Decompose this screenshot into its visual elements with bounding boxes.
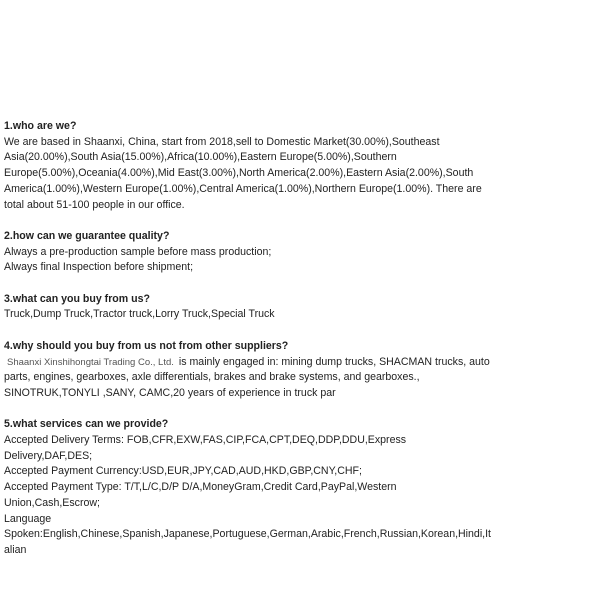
faq-question: 4.why should you buy from us not from other suppliers?: [4, 339, 289, 352]
faq-question: 5.what services can we provide?: [4, 418, 169, 431]
faq-section-why-us: [4, 339, 494, 402]
faq-answer: [4, 355, 494, 402]
delivery-terms: Accepted Delivery Terms: FOB,CFR,EXW,FAS,CIP,FCA,CPT,DEQ,DDP,DDU,Express Delivery,DAF,DES;: [4, 434, 407, 462]
faq-question: 1.who are we?: [4, 120, 77, 132]
faq-answer-text: is mainly engaged in: mining dump trucks, SHACMAN trucks, auto parts, engines, gearboxes, axle differentials, brakes and brake systems, and gearboxes., SINOTRUK,TONYLI ,SANY, CAMC,20 years of experience in truck par: [4, 355, 490, 399]
company-name: Shaanxi Xinshihongtai Trading Co., Ltd.: [7, 356, 174, 368]
payment-type: Accepted Payment Type: T/T,L/C,D/P D/A,MoneyGram,Credit Card,PayPal,Western Union,Cash,Escrow;: [4, 481, 397, 509]
faq-section-products: [4, 292, 494, 323]
payment-currency: Accepted Payment Currency:USD,EUR,JPY,CAD,AUD,HKD,GBP,CNY,CHF;: [4, 465, 362, 478]
faq-answer: Truck,Dump Truck,Tractor truck,Lorry Truck,Special Truck: [4, 308, 275, 321]
languages-spoken: Spoken:English,Chinese,Spanish,Japanese,Portuguese,German,Arabic,French,Russian,Korean,Hindi,Italian: [4, 528, 492, 556]
faq-section-services: [4, 417, 494, 558]
faq-answer-line: Always a pre-production sample before mass production;: [4, 245, 272, 258]
faq-question: 2.how can we guarantee quality?: [4, 229, 170, 242]
faq-answer-line: Always final Inspection before shipment;: [4, 261, 194, 274]
language-label: Language: [4, 512, 52, 525]
faq-section-who-are-we: [4, 119, 494, 213]
faq-answer: We are based in Shaanxi, China, start from 2018,sell to Domestic Market(30.00%),Southeast Asia(20.00%),South Asia(15.00%),Africa(10.00%),Eastern Europe(5.00%),Southern Europe(5.00%),Oceania(4.00%),Mid East(3.00%),North America(2.00%),Eastern Asia(2.00%),South America(1.00%),Western Europe(1.00%),Central America(1.00%),Northern Europe(1.00%). There are total about 51-100 people in our office.: [4, 135, 482, 211]
faq-section-quality: [4, 229, 494, 276]
faq-content: [4, 119, 494, 574]
faq-question: 3.what can you buy from us?: [4, 292, 150, 305]
